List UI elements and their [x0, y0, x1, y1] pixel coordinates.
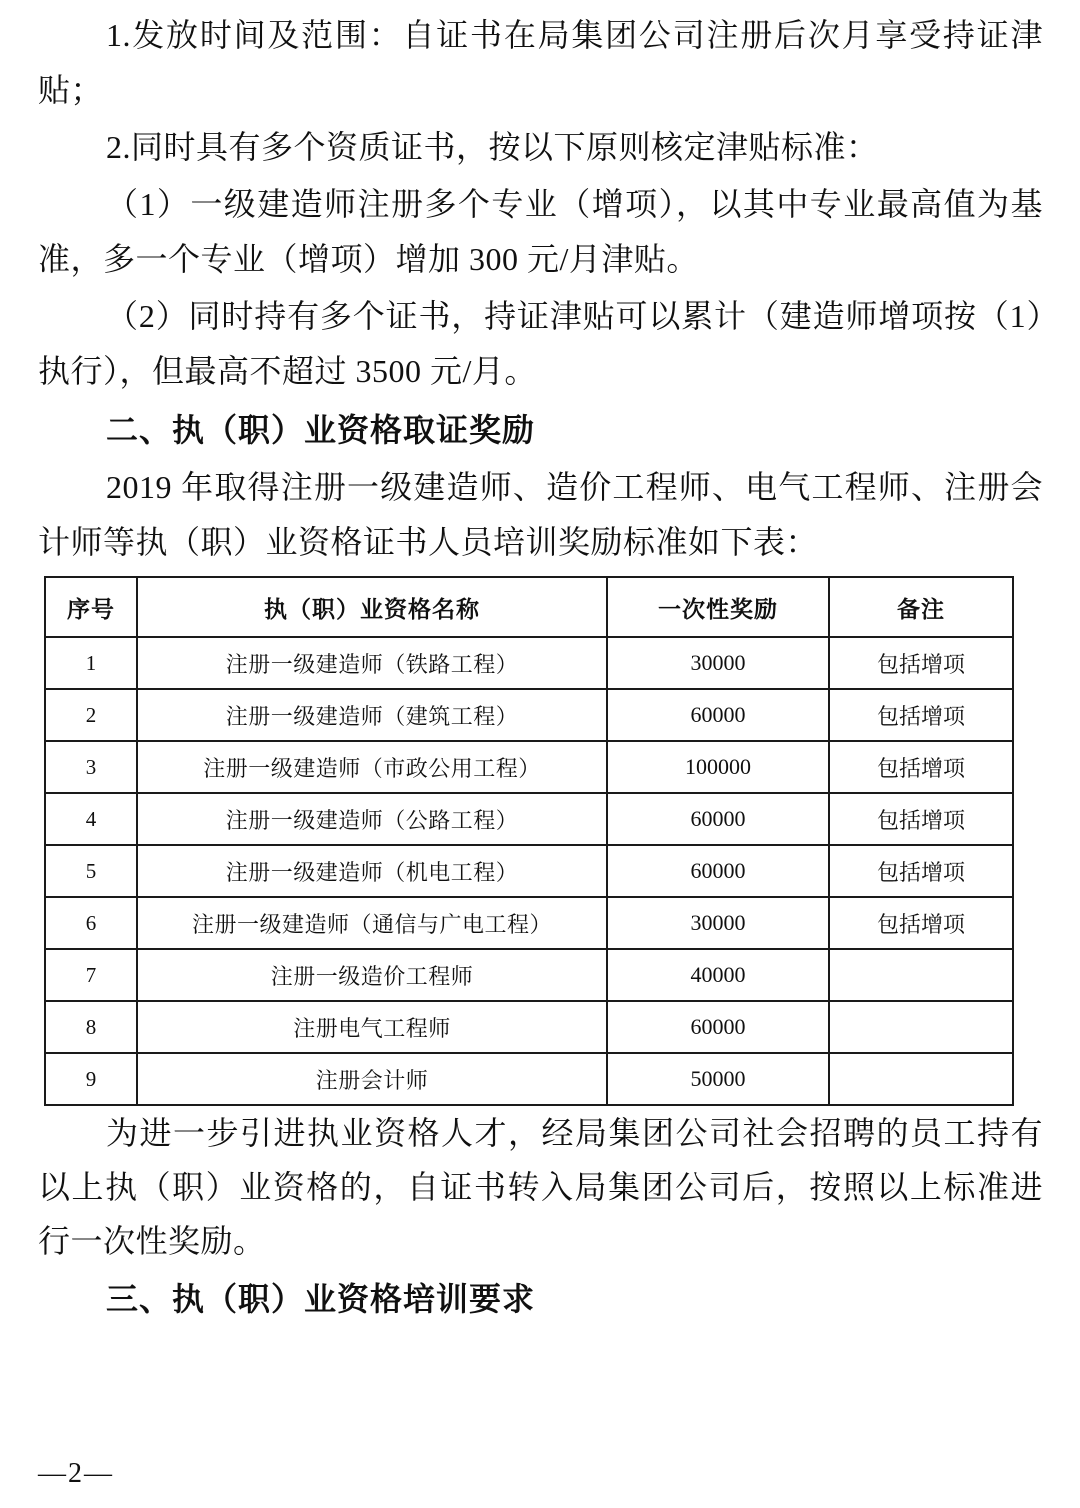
paragraph-2-2: （2）同时持有多个证书，持证津贴可以累计（建造师增项按（1）执行），但最高不超过 3500 元/月。: [38, 298, 1043, 389]
reward-table: [44, 576, 1014, 1106]
cell-seq: 9: [45, 1053, 137, 1105]
cell-remark: [829, 1001, 1013, 1053]
cell-reward: 30000: [607, 897, 829, 949]
section-heading-three: 三、执（职）业资格培训要求: [106, 1281, 536, 1317]
paragraph-2-1: （1）一级建造师注册多个专业（增项），以其中专业最高值为基准，多一个专业（增项）增加 300 元/月津贴。: [38, 186, 1043, 277]
cell-remark: 包括增项: [829, 689, 1013, 741]
table-row: [45, 793, 1013, 845]
cell-remark: [829, 949, 1013, 1001]
table-row: [45, 741, 1013, 793]
document-body: [38, 8, 1043, 1329]
cell-seq: 2: [45, 689, 137, 741]
cell-reward: 60000: [607, 845, 829, 897]
cell-name: 注册一级建造师（建筑工程）: [137, 689, 607, 741]
after-table-block: [38, 1106, 1043, 1327]
table-row: [45, 897, 1013, 949]
table-row: [45, 689, 1013, 741]
cell-reward: 40000: [607, 949, 829, 1001]
table-header-remark: 备注: [829, 577, 1013, 637]
cell-name: 注册一级建造师（机电工程）: [137, 845, 607, 897]
cell-remark: 包括增项: [829, 741, 1013, 793]
table-header-name: 执（职）业资格名称: [137, 577, 607, 637]
paragraph-2: 2.同时具有多个资质证书，按以下原则核定津贴标准：: [106, 129, 879, 165]
cell-seq: 4: [45, 793, 137, 845]
cell-reward: 60000: [607, 793, 829, 845]
cell-name: 注册一级造价工程师: [137, 949, 607, 1001]
cell-remark: 包括增项: [829, 897, 1013, 949]
paragraph-intro: 2019 年取得注册一级建造师、造价工程师、电气工程师、注册会计师等执（职）业资格证书人员培训奖励标准如下表：: [38, 469, 1043, 560]
cell-seq: 8: [45, 1001, 137, 1053]
cell-name: 注册电气工程师: [137, 1001, 607, 1053]
cell-seq: 3: [45, 741, 137, 793]
cell-seq: 5: [45, 845, 137, 897]
cell-name: 注册一级建造师（通信与广电工程）: [137, 897, 607, 949]
cell-seq: 7: [45, 949, 137, 1001]
cell-reward: 60000: [607, 1001, 829, 1053]
section-heading-two: 二、执（职）业资格取证奖励: [106, 412, 536, 448]
table-row: [45, 845, 1013, 897]
cell-reward: 30000: [607, 637, 829, 689]
cell-reward: 60000: [607, 689, 829, 741]
cell-name: 注册会计师: [137, 1053, 607, 1105]
table-row: [45, 637, 1013, 689]
cell-remark: 包括增项: [829, 793, 1013, 845]
cell-remark: [829, 1053, 1013, 1105]
cell-name: 注册一级建造师（铁路工程）: [137, 637, 607, 689]
table-header-seq: 序号: [45, 577, 137, 637]
cell-seq: 6: [45, 897, 137, 949]
table-header-reward: 一次性奖励: [607, 577, 829, 637]
cell-reward: 50000: [607, 1053, 829, 1105]
cell-reward: 100000: [607, 741, 829, 793]
paragraph-1: 1.发放时间及范围：自证书在局集团公司注册后次月享受持证津贴；: [38, 17, 1043, 108]
cell-remark: 包括增项: [829, 637, 1013, 689]
paragraph-after-table: 为进一步引进执业资格人才，经局集团公司社会招聘的员工持有以上执（职）业资格的，自证书转入局集团公司后，按照以上标准进行一次性奖励。: [38, 1115, 1043, 1259]
table-row: [45, 1053, 1013, 1105]
cell-name: 注册一级建造师（公路工程）: [137, 793, 607, 845]
cell-seq: 1: [45, 637, 137, 689]
page-number: —2—: [38, 1458, 114, 1489]
table-header-row: [45, 577, 1013, 637]
reward-table-wrapper: [44, 576, 1012, 1106]
table-row: [45, 1001, 1013, 1053]
table-row: [45, 949, 1013, 1001]
cell-remark: 包括增项: [829, 845, 1013, 897]
cell-name: 注册一级建造师（市政公用工程）: [137, 741, 607, 793]
